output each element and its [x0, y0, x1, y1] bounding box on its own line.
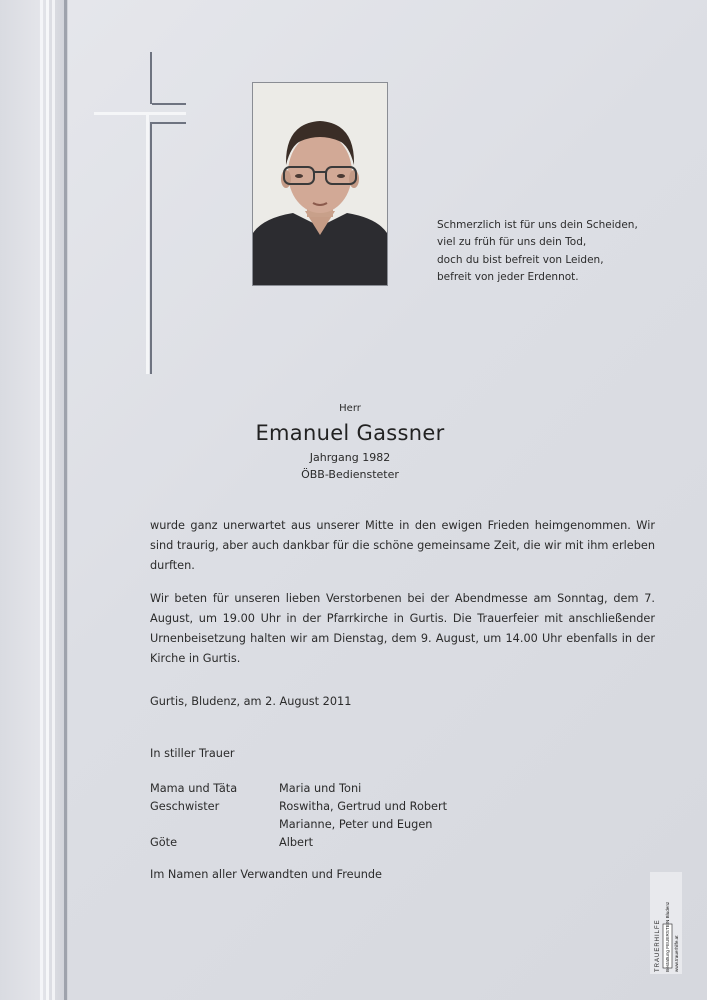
salutation: Herr	[339, 403, 361, 414]
family-list	[150, 780, 447, 852]
family-row	[150, 798, 447, 816]
poem-line: Schmerzlich ist für uns dein Scheiden,	[437, 219, 638, 231]
family-names: Marianne, Peter und Eugen	[279, 818, 433, 831]
cross-icon	[94, 52, 188, 374]
family-relation: Geschwister	[150, 800, 220, 813]
birth-year: Jahrgang 1982	[309, 451, 391, 464]
deceased-name: Emanuel Gassner	[255, 421, 445, 445]
poem-line: viel zu früh für uns dein Tod,	[437, 236, 587, 249]
service-details-paragraph: Wir beten für unseren lieben Verstorbenen bei der Abendmesse am Sonntag, dem 7. August, um 19.00 Uhr in der Pfarrkirche in Gurtis. Die Trauerfeier mit anschließender Urnenbeisetzung halten wir am Dienstag, dem 9. August, um 14.00 Uhr ebenfalls in der Kirche in Gurtis.	[150, 592, 655, 665]
closing-line: Im Namen aller Verwandten und Freunde	[150, 868, 383, 881]
funeral-home-logo	[650, 872, 682, 974]
occupation: ÖBB-Bediensteter	[301, 468, 399, 481]
stripe-line	[40, 0, 43, 1000]
family-names: Roswitha, Gertrud und Robert	[279, 800, 448, 813]
family-names: Albert	[279, 836, 314, 849]
portrait-photo	[252, 82, 388, 286]
logo-line-1: Bestattung FEUERSTEIN Bludenz	[665, 901, 670, 972]
family-row	[150, 780, 447, 798]
place-date: Gurtis, Bludenz, am 2. August 2011	[150, 695, 352, 708]
mourning-line: In stiller Trauer	[150, 747, 235, 760]
poem-line: doch du bist befreit von Leiden,	[437, 253, 604, 266]
poem	[437, 217, 677, 287]
left-stripe-band	[0, 0, 68, 1000]
family-relation: Mama und Täta	[150, 782, 238, 795]
stripe-line	[46, 0, 49, 1000]
logo-line-2: www.trauerhilfe.at	[674, 935, 679, 972]
poem-line: befreit von jeder Erdennot.	[437, 271, 579, 284]
family-row	[150, 816, 447, 834]
family-row	[150, 834, 447, 852]
stripe-line	[64, 0, 67, 1000]
announcement-paragraph: wurde ganz unerwartet aus unserer Mitte in den ewigen Frieden heimgenommen. Wir sind traurig, aber auch dankbar für die schöne gemeinsame Zeit, die wir mit ihm erleben durften.	[150, 519, 655, 572]
family-names: Maria und Toni	[279, 782, 362, 795]
logo-brand: TRAUERHILFE	[655, 919, 661, 972]
family-relation: Göte	[150, 836, 178, 849]
family-relation	[150, 816, 279, 834]
stripe-line	[52, 0, 55, 1000]
